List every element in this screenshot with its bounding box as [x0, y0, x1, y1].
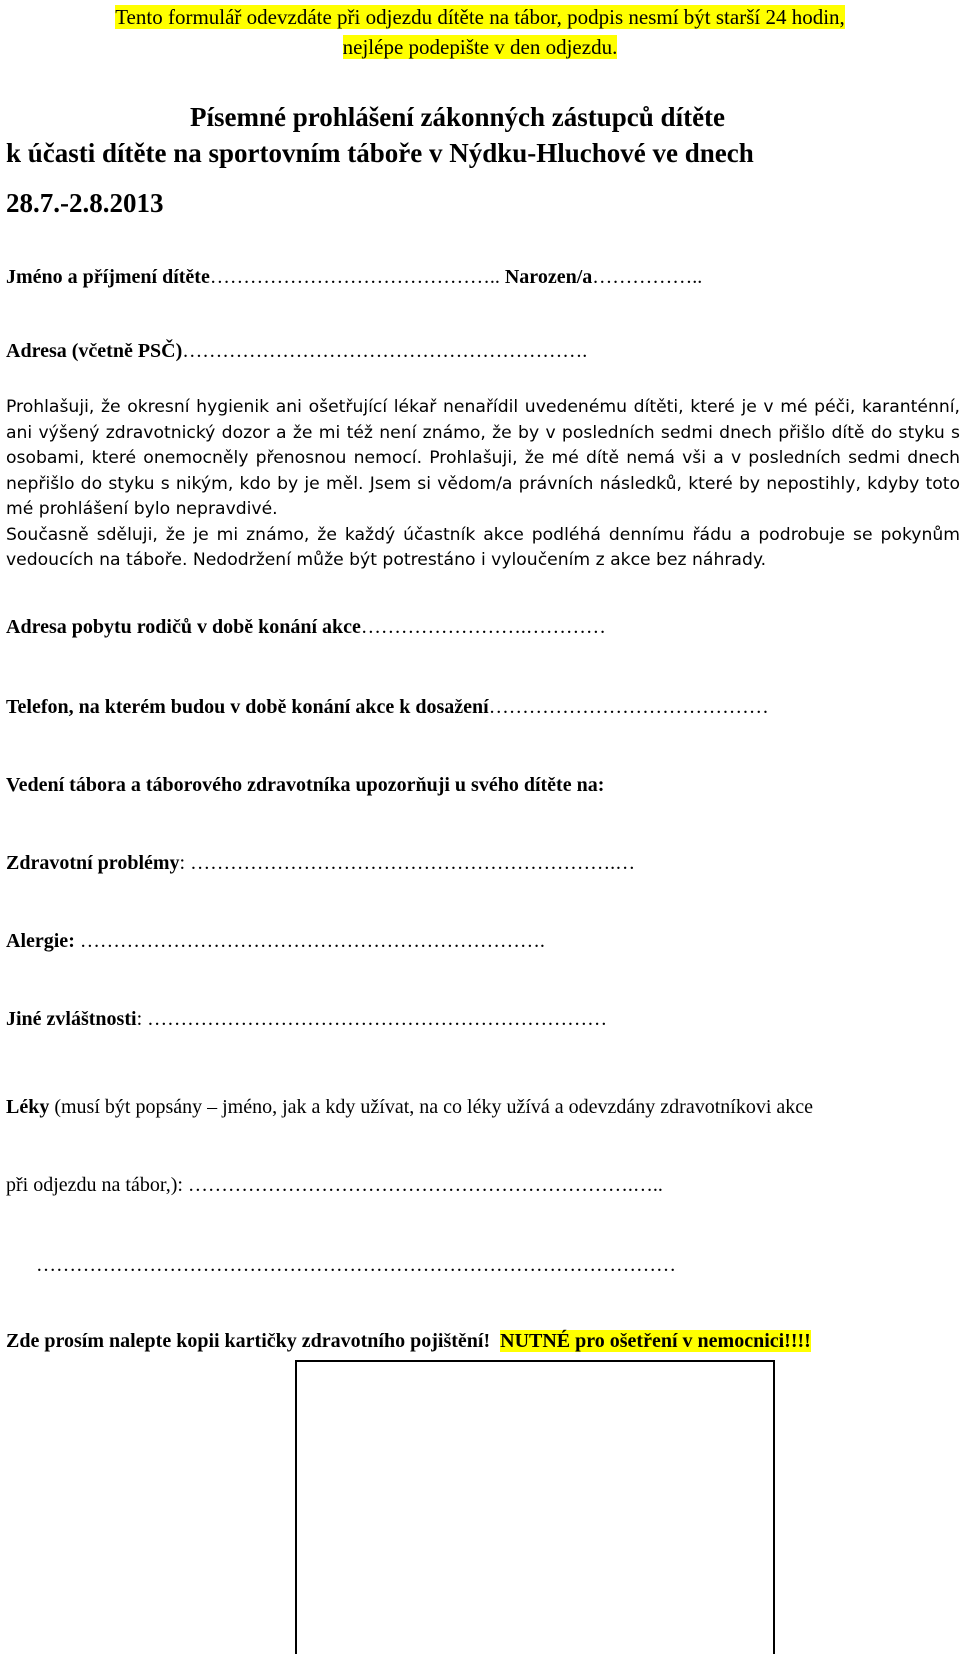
insurance-row [6, 1330, 811, 1353]
child-name-field[interactable]: …………………………………….. [209, 266, 500, 288]
camp-dates: 28.7.-2.8.2013 [6, 188, 164, 218]
other-row [6, 1008, 607, 1031]
meds-instructions: (musí být popsány – jméno, jak a kdy užívat, na co léky užívá a odevzdány zdravotníkovi akce [49, 1096, 814, 1118]
declaration-paragraph-2: Současně sděluji, že je mi známo, že každý účastník akce podléhá dennímu řádu a podrobuje se pokynům vedoucích na táboře. Nedodržení může být potrestáno i vyloučením z akce bez náhrady. [6, 524, 960, 570]
other-colon: : [136, 1008, 143, 1030]
notice-line-2: nejlépe podepište v den odjezdu. [342, 35, 618, 59]
parents-address-row [6, 616, 606, 639]
allergy-row [6, 930, 545, 953]
born-label: Narozen/a [504, 266, 593, 288]
parents-address-field[interactable]: …………………….………… [360, 616, 606, 638]
other-label: Jiné zvláštnosti [6, 1008, 137, 1030]
address-field[interactable]: ……………………………………………………. [182, 340, 588, 362]
health-field[interactable]: ……………………………………………………….… [185, 852, 636, 874]
address-row [6, 340, 587, 363]
warning-heading: Vedení tábora a táborového zdravotníka upozorňuji u svého dítěte na: [6, 774, 605, 796]
born-field[interactable]: …………….. [592, 266, 703, 288]
insurance-required-note: NUTNÉ pro ošetření v nemocnici!!!! [500, 1330, 811, 1352]
form-title-line-2: k účasti dítěte na sportovním táboře v Nýdku-Hluchové ve dnech [6, 138, 754, 168]
other-field[interactable]: …………………………………………………………… [142, 1008, 608, 1030]
form-title-line-1: Písemné prohlášení zákonných zástupců dítěte [190, 102, 726, 132]
meds-row [6, 1096, 813, 1119]
meds-departure-label: při odjezdu na tábor,): [6, 1174, 183, 1196]
child-name-label: Jméno a příjmení dítěte [6, 266, 210, 288]
allergy-field[interactable]: ……………………………………………………………. [74, 930, 545, 952]
phone-row [6, 696, 769, 719]
meds-field[interactable]: ………………………………………………………….….. [182, 1174, 663, 1196]
health-label: Zdravotní problémy [6, 852, 180, 874]
child-name-row [6, 266, 702, 289]
meds-label: Léky [6, 1096, 50, 1118]
meds-line-3[interactable]: …………………………………………………………………………………… [36, 1254, 676, 1276]
parents-address-label: Adresa pobytu rodičů v době konání akce [6, 616, 361, 638]
health-row [6, 852, 635, 875]
insurance-instruction: Zde prosím nalepte kopii kartičky zdravotního pojištění! [6, 1330, 491, 1352]
notice-banner [0, 2, 960, 62]
phone-label: Telefon, na kterém budou v době konání akce k dosažení [6, 696, 489, 718]
address-label: Adresa (včetně PSČ) [6, 340, 183, 362]
declaration-paragraph-1: Prohlašuji, že okresní hygienik ani ošetřující lékař nenařídil uvedenému dítěti, které je v mé péči, karanténní, ani výšený zdravotnický dozor a že mi též není známo, že by v posledních sedmi dnech přišlo dítě do styku s osobami, které onemocněly přenosnou nemocí. Prohlašuji, že mé dítě nemá vši a v posledních sedmi dnech nepřišlo do styku s nikým, kdo by je měl. Jsem si vědom/a právních následků, které by nepostihly, kdyby toto mé prohlášení bylo nepravdivé. [6, 397, 960, 519]
insurance-card-box [295, 1360, 775, 1654]
declaration-text [6, 395, 960, 574]
meds-line-2 [6, 1174, 663, 1197]
notice-line-1: Tento formulář odevzdáte při odjezdu dítěte na tábor, podpis nesmí být starší 24 hodin, [115, 5, 845, 29]
allergy-label: Alergie: [6, 930, 75, 952]
health-colon: : [179, 852, 186, 874]
phone-field[interactable]: …………………………………… [488, 696, 769, 718]
